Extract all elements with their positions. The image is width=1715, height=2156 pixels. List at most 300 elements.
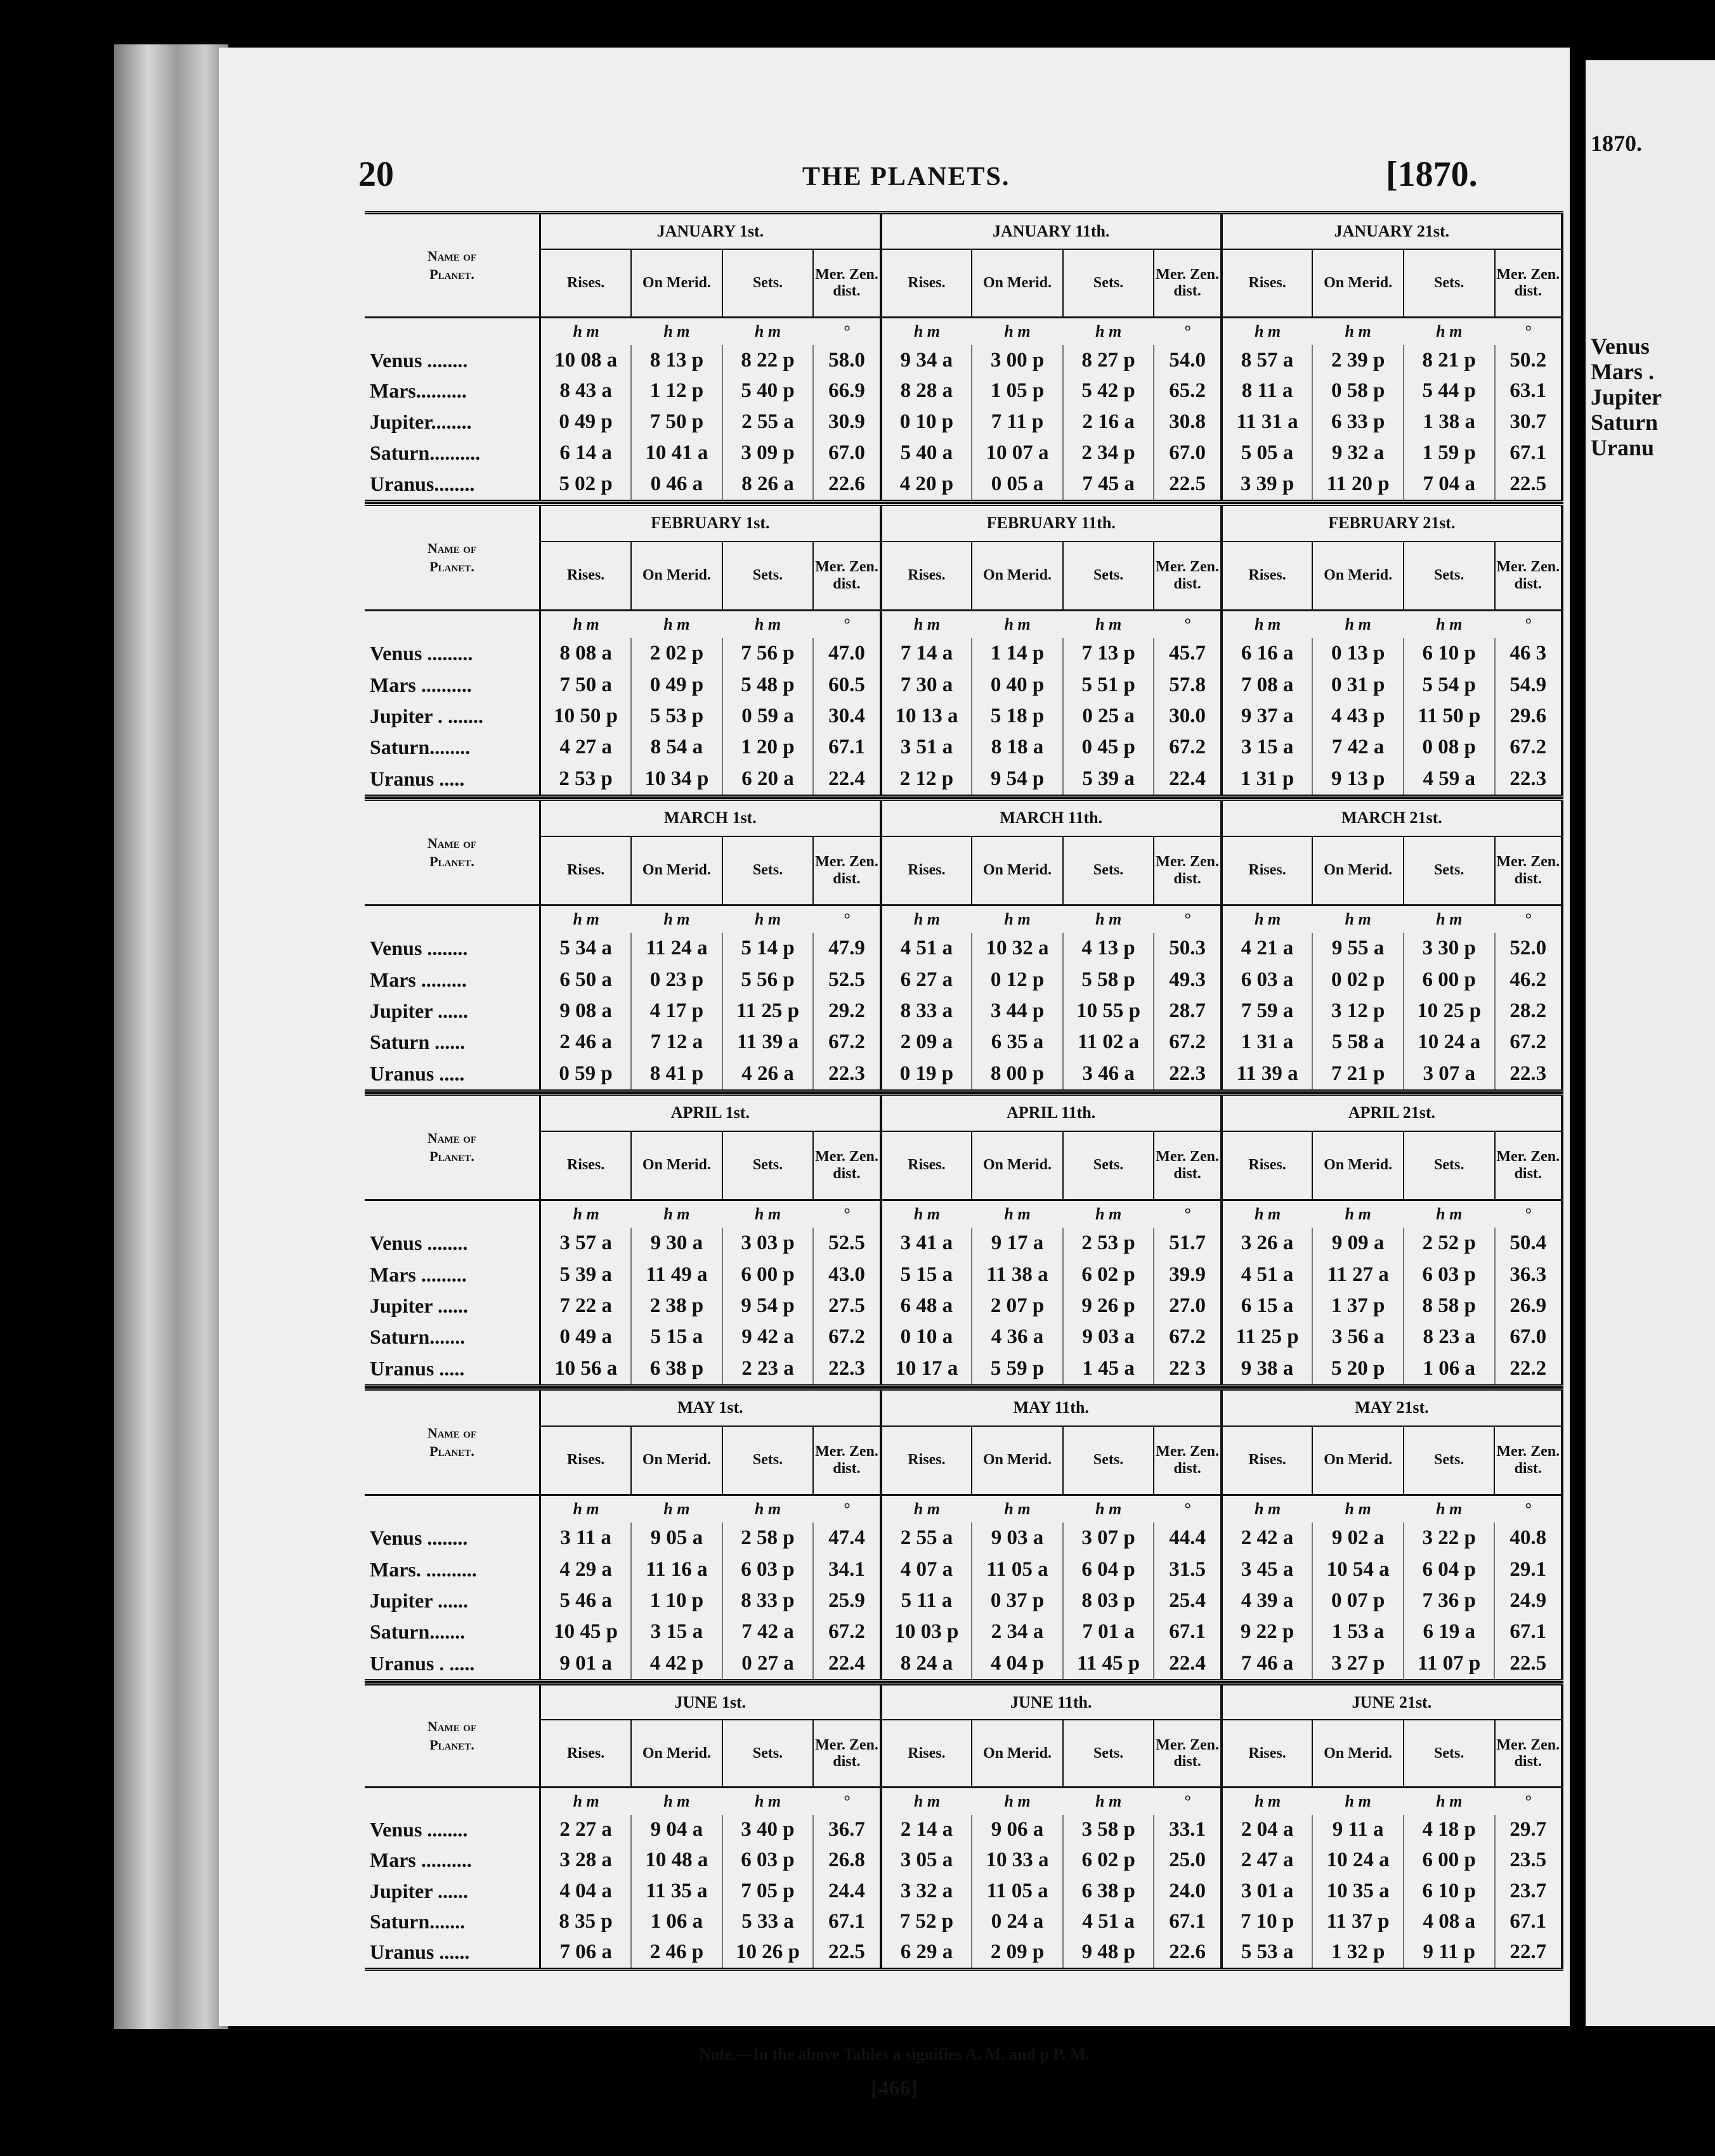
table-cell: 8 33 a — [881, 996, 972, 1027]
table-cell: 7 06 a — [540, 1937, 632, 1969]
table-cell: 6 10 p — [1404, 638, 1495, 669]
unit-label: h m — [1095, 1204, 1122, 1223]
unit-label: h m — [1345, 321, 1371, 341]
name-header-line: Planet. — [429, 1737, 474, 1753]
table-cell: 22.5 — [1495, 469, 1563, 502]
table-cell: 67.2 — [813, 1322, 880, 1353]
column-header: Sets. — [1404, 249, 1495, 317]
table-cell: 11 50 p — [1404, 701, 1495, 732]
table-cell: 3 12 p — [1312, 996, 1404, 1027]
unit-label: h m — [1345, 909, 1371, 928]
planet-name: Jupiter ...... — [365, 1876, 540, 1906]
table-row — [365, 669, 1562, 700]
column-header: Mer. Zen. dist. — [813, 1131, 880, 1200]
table-cell: 9 38 a — [1222, 1353, 1313, 1386]
table-cell: 4 20 p — [881, 469, 972, 502]
column-header: Rises. — [1222, 249, 1313, 317]
name-header-line: Name of — [427, 1129, 477, 1146]
column-header: Mer. Zen. dist. — [813, 249, 880, 317]
planet-name: Uranus ..... — [365, 763, 540, 796]
table-cell: 3 26 a — [1222, 1228, 1313, 1259]
unit-label: h m — [1436, 321, 1463, 341]
name-header-line: Planet. — [429, 266, 474, 283]
unit-label: ° — [813, 610, 880, 638]
table-cell: 0 49 p — [631, 669, 722, 700]
table-cell: 0 13 p — [1312, 638, 1404, 669]
table-cell: 5 59 p — [972, 1353, 1063, 1386]
column-header: On Merid. — [972, 1131, 1063, 1200]
table-cell: 4 39 a — [1222, 1585, 1313, 1616]
table-cell: 4 13 p — [1063, 933, 1154, 964]
table-cell: 0 12 p — [972, 964, 1063, 995]
column-header: Rises. — [881, 836, 972, 906]
table-cell: 7 50 p — [631, 406, 722, 438]
table-cell: 9 54 p — [972, 763, 1063, 796]
table-cell: 2 09 a — [881, 1027, 972, 1058]
planet-name: Saturn....... — [365, 1616, 540, 1647]
column-header: Mer. Zen. dist. — [1495, 1131, 1563, 1200]
unit-label: h m — [1254, 909, 1281, 928]
table-cell: 10 34 p — [631, 763, 722, 796]
table-cell: 3 41 a — [881, 1228, 972, 1259]
table-cell: 11 38 a — [972, 1259, 1063, 1290]
unit-label: h m — [573, 909, 599, 928]
table-row — [365, 1290, 1562, 1322]
column-header: Sets. — [1404, 836, 1495, 906]
table-cell: 22 3 — [1154, 1353, 1221, 1386]
table-cell: 1 20 p — [722, 732, 814, 763]
month-header: MAY 1st. — [540, 1389, 881, 1426]
unit-label: h m — [1095, 1499, 1122, 1518]
table-cell: 0 02 p — [1312, 964, 1404, 995]
column-header: Sets. — [722, 249, 814, 317]
unit-label: h m — [1254, 1791, 1281, 1810]
unit-label: ° — [813, 317, 880, 345]
table-cell: 67.0 — [1495, 1322, 1563, 1353]
month-header: JUNE 11th. — [881, 1684, 1222, 1720]
month-header: MAY 21st. — [1222, 1389, 1562, 1426]
unit-label: h m — [754, 1791, 781, 1810]
table-cell: 6 02 p — [1063, 1259, 1154, 1290]
column-header: On Merid. — [631, 1426, 722, 1495]
table-cell: 8 35 p — [540, 1906, 632, 1937]
unit-label: h m — [1436, 614, 1463, 633]
planet-name: Saturn........ — [365, 732, 540, 763]
table-cell: 9 22 p — [1222, 1616, 1313, 1647]
book-page — [219, 48, 1570, 2100]
table-cell: 24.4 — [813, 1876, 880, 1906]
table-cell: 8 43 a — [540, 376, 632, 407]
unit-label: h m — [1436, 909, 1463, 928]
unit-label: ° — [1495, 905, 1563, 933]
table-row — [365, 1027, 1562, 1058]
table-cell: 10 17 a — [881, 1353, 972, 1386]
table-cell: 6 20 a — [722, 763, 814, 796]
table-cell: 6 15 a — [1222, 1290, 1313, 1322]
planet-table — [365, 1093, 1563, 1387]
table-row — [365, 1322, 1562, 1353]
table-cell: 7 13 p — [1063, 638, 1154, 669]
column-header: On Merid. — [972, 836, 1063, 906]
table-cell: 6 38 p — [631, 1353, 722, 1386]
unit-label: h m — [663, 909, 690, 928]
table-cell: 47.0 — [813, 638, 880, 669]
table-cell: 1 06 a — [1404, 1353, 1495, 1386]
table-cell: 22.4 — [1154, 763, 1221, 796]
planet-table — [365, 1387, 1563, 1682]
table-cell: 4 51 a — [1063, 1906, 1154, 1937]
column-header: Rises. — [540, 1426, 632, 1495]
table-cell: 1 37 p — [1312, 1290, 1404, 1322]
table-cell: 3 51 a — [881, 732, 972, 763]
planet-name: Jupiter........ — [365, 406, 540, 438]
table-row — [365, 1259, 1562, 1290]
column-header: Rises. — [540, 1131, 632, 1200]
unit-label: h m — [573, 1791, 599, 1810]
column-header: Rises. — [1222, 836, 1313, 906]
table-cell: 3 46 a — [1063, 1058, 1154, 1091]
planet-name: Venus ........ — [365, 933, 540, 964]
planet-table — [365, 503, 1563, 798]
planet-name: Mars. .......... — [365, 1554, 540, 1585]
table-cell: 7 10 p — [1222, 1906, 1313, 1937]
table-cell: 24.9 — [1494, 1585, 1562, 1616]
planet-name: Venus ........ — [365, 1815, 540, 1845]
column-header: Sets. — [722, 1426, 814, 1495]
table-cell: 3 07 p — [1063, 1523, 1154, 1554]
planet-table — [365, 798, 1563, 1093]
table-cell: 11 07 p — [1404, 1647, 1495, 1680]
table-row — [365, 1616, 1562, 1647]
table-cell: 11 20 p — [1312, 469, 1404, 502]
table-cell: 5 34 a — [540, 933, 632, 964]
table-cell: 7 50 a — [540, 669, 632, 700]
table-cell: 2 14 a — [881, 1815, 972, 1845]
table-cell: 8 22 p — [722, 345, 814, 376]
column-header: On Merid. — [1312, 542, 1404, 611]
table-cell: 3 44 p — [972, 996, 1063, 1027]
table-cell: 9 55 a — [1312, 933, 1404, 964]
unit-label: h m — [913, 1791, 941, 1810]
column-header: Mer. Zen. dist. — [1494, 1426, 1562, 1495]
unit-label: h m — [913, 321, 941, 341]
table-cell: 9 54 p — [722, 1290, 814, 1322]
table-cell: 7 14 a — [881, 638, 972, 669]
table-cell: 22.3 — [813, 1058, 880, 1091]
table-cell: 54.0 — [1154, 345, 1221, 376]
table-cell: 2 23 a — [722, 1353, 814, 1386]
table-row — [365, 1554, 1562, 1585]
table-cell: 2 55 a — [722, 406, 814, 438]
planet-name: Jupiter . ....... — [365, 701, 540, 732]
unit-label: h m — [663, 1204, 690, 1223]
table-cell: 8 08 a — [540, 638, 632, 669]
table-cell: 9 32 a — [1312, 438, 1404, 469]
table-cell: 5 02 p — [540, 469, 632, 502]
table-cell: 4 51 a — [1222, 1259, 1313, 1290]
table-cell: 0 05 a — [972, 469, 1063, 502]
month-header: JANUARY 21st. — [1222, 213, 1562, 249]
table-cell: 3 30 p — [1404, 933, 1495, 964]
table-cell: 8 41 p — [631, 1058, 722, 1091]
table-cell: 7 46 a — [1222, 1647, 1313, 1680]
table-cell: 7 45 a — [1063, 469, 1154, 502]
table-row — [365, 1228, 1562, 1259]
table-cell: 10 54 a — [1312, 1554, 1404, 1585]
unit-label: h m — [1004, 1791, 1031, 1810]
table-cell: 10 24 a — [1404, 1027, 1495, 1058]
table-cell: 30.7 — [1495, 406, 1563, 438]
table-cell: 3 11 a — [540, 1523, 632, 1554]
table-cell: 26.8 — [813, 1845, 880, 1876]
table-cell: 1 10 p — [631, 1585, 722, 1616]
table-cell: 5 40 a — [881, 438, 972, 469]
table-cell: 67.1 — [1154, 1616, 1221, 1647]
table-cell: 8 33 p — [722, 1585, 814, 1616]
table-cell: 23.7 — [1495, 1876, 1562, 1906]
name-of-planet-header — [365, 1684, 540, 1788]
table-row — [365, 376, 1562, 407]
unit-label: ° — [813, 1200, 880, 1228]
table-cell: 22.7 — [1495, 1937, 1562, 1969]
table-cell: 0 25 a — [1063, 701, 1154, 732]
table-cell: 10 55 p — [1063, 996, 1154, 1027]
table-cell: 3 45 a — [1222, 1554, 1313, 1585]
name-of-planet-header — [365, 1389, 540, 1495]
table-cell: 11 25 p — [1222, 1322, 1313, 1353]
table-cell: 11 05 a — [972, 1876, 1063, 1906]
table-cell: 0 23 p — [631, 964, 722, 995]
column-header: On Merid. — [631, 249, 722, 317]
table-cell: 2 02 p — [631, 638, 722, 669]
page-title: THE PLANETS. — [802, 162, 1010, 192]
table-cell: 3 01 a — [1222, 1876, 1313, 1906]
table-cell: 6 00 p — [722, 1259, 814, 1290]
table-cell: 6 50 a — [540, 964, 632, 995]
table-cell: 2 09 p — [972, 1937, 1063, 1969]
name-header-line: Planet. — [429, 559, 474, 575]
table-row — [365, 1845, 1562, 1876]
table-cell: 6 03 p — [722, 1845, 814, 1876]
planet-name: Mars.......... — [365, 376, 540, 407]
planet-name: Saturn....... — [365, 1322, 540, 1353]
table-cell: 8 57 a — [1222, 345, 1313, 376]
table-cell: 8 13 p — [631, 345, 722, 376]
planet-name: Venus ........ — [365, 345, 540, 376]
unit-label: h m — [1345, 1499, 1371, 1518]
unit-label: h m — [1254, 1204, 1281, 1223]
table-cell: 2 53 p — [1063, 1228, 1154, 1259]
unit-label: ° — [1154, 905, 1221, 933]
unit-label: ° — [1495, 610, 1562, 638]
unit-label: h m — [754, 1499, 781, 1518]
table-cell: 25.0 — [1154, 1845, 1221, 1876]
table-cell: 5 05 a — [1222, 438, 1313, 469]
page-year: [1870. — [1386, 155, 1478, 194]
column-header: Sets. — [1404, 542, 1495, 611]
table-cell: 9 05 a — [631, 1523, 722, 1554]
table-row — [365, 469, 1562, 502]
table-cell: 3 03 p — [722, 1228, 814, 1259]
table-cell: 45.7 — [1154, 638, 1221, 669]
column-header: Rises. — [540, 1720, 632, 1787]
column-header: Mer. Zen. dist. — [813, 836, 880, 906]
table-cell: 1 59 p — [1404, 438, 1495, 469]
table-cell: 4 18 p — [1404, 1815, 1495, 1845]
table-cell: 0 08 p — [1404, 732, 1495, 763]
facing-page-fragment: Jupiter — [1591, 384, 1662, 410]
unit-label: h m — [754, 614, 781, 633]
table-row — [365, 701, 1562, 732]
unit-label: ° — [813, 1787, 880, 1814]
table-cell: 11 02 a — [1063, 1027, 1154, 1058]
unit-label: ° — [1154, 1200, 1221, 1228]
table-cell: 5 53 p — [631, 701, 722, 732]
table-cell: 4 07 a — [881, 1554, 972, 1585]
table-cell: 0 59 p — [540, 1058, 632, 1091]
table-cell: 1 06 a — [631, 1906, 722, 1937]
table-cell: 9 02 a — [1312, 1523, 1404, 1554]
unit-label: h m — [1345, 614, 1371, 633]
table-cell: 4 27 a — [540, 732, 632, 763]
page-header — [219, 103, 1570, 194]
planet-name: Mars ......... — [365, 1259, 540, 1290]
table-cell: 30.9 — [813, 406, 880, 438]
table-cell: 5 39 a — [1063, 763, 1154, 796]
table-cell: 49.3 — [1154, 964, 1221, 995]
table-cell: 4 04 p — [972, 1647, 1063, 1680]
table-cell: 10 08 a — [540, 345, 632, 376]
table-cell: 9 37 a — [1222, 701, 1313, 732]
table-cell: 29.7 — [1495, 1815, 1562, 1845]
table-cell: 10 03 p — [881, 1616, 972, 1647]
column-header: Sets. — [1404, 1720, 1495, 1787]
table-cell: 8 54 a — [631, 732, 722, 763]
table-cell: 67.2 — [813, 1027, 880, 1058]
column-header: Rises. — [540, 836, 632, 906]
table-cell: 30.8 — [1154, 406, 1221, 438]
table-cell: 7 30 a — [881, 669, 972, 700]
table-cell: 6 03 p — [1404, 1259, 1495, 1290]
unit-label: h m — [1254, 321, 1281, 341]
table-cell: 47.9 — [813, 933, 880, 964]
table-cell: 0 40 p — [972, 669, 1063, 700]
table-row — [365, 438, 1562, 469]
table-cell: 54.9 — [1495, 669, 1562, 700]
table-cell: 63.1 — [1495, 376, 1563, 407]
table-cell: 67.2 — [1495, 732, 1562, 763]
table-cell: 5 54 p — [1404, 669, 1495, 700]
column-header: On Merid. — [1312, 249, 1404, 317]
name-header-line: Planet. — [429, 854, 474, 870]
column-header: Sets. — [722, 836, 814, 906]
table-row — [365, 1353, 1562, 1386]
table-cell: 3 56 a — [1312, 1322, 1404, 1353]
table-cell: 10 24 a — [1312, 1845, 1404, 1876]
column-header: On Merid. — [1312, 836, 1404, 906]
column-header: Sets. — [722, 542, 814, 611]
table-cell: 4 21 a — [1222, 933, 1313, 964]
table-cell: 6 38 p — [1063, 1876, 1154, 1906]
table-cell: 22.5 — [813, 1937, 880, 1969]
table-cell: 10 32 a — [972, 933, 1063, 964]
table-cell: 3 09 p — [722, 438, 814, 469]
table-cell: 0 24 a — [972, 1906, 1063, 1937]
table-cell: 0 10 p — [881, 406, 972, 438]
table-cell: 5 58 p — [1063, 964, 1154, 995]
planet-name: Venus ........ — [365, 1228, 540, 1259]
table-cell: 3 15 a — [1222, 732, 1313, 763]
month-header: JANUARY 1st. — [540, 213, 881, 249]
month-header: FEBRUARY 21st. — [1222, 505, 1562, 542]
table-cell: 9 13 p — [1312, 763, 1404, 796]
table-cell: 7 36 p — [1404, 1585, 1495, 1616]
table-cell: 2 47 a — [1222, 1845, 1313, 1876]
unit-label: h m — [1004, 909, 1031, 928]
table-cell: 23.5 — [1495, 1845, 1562, 1876]
facing-page-fragment: Uranu — [1591, 435, 1655, 460]
column-header: Rises. — [881, 1131, 972, 1200]
month-header: MARCH 11th. — [881, 800, 1222, 836]
table-cell: 6 03 a — [1222, 964, 1313, 995]
table-cell: 10 41 a — [631, 438, 722, 469]
table-cell: 67.1 — [1495, 1906, 1562, 1937]
unit-label: h m — [573, 1499, 599, 1518]
planet-name: Saturn ...... — [365, 1027, 540, 1058]
column-header: Mer. Zen. dist. — [1154, 249, 1221, 317]
facing-page-fragment: Venus — [1591, 334, 1650, 359]
table-cell: 1 31 a — [1222, 1027, 1313, 1058]
table-cell: 43.0 — [813, 1259, 880, 1290]
table-cell: 3 00 p — [972, 345, 1063, 376]
table-cell: 0 07 p — [1312, 1585, 1404, 1616]
table-cell: 6 04 p — [1404, 1554, 1495, 1585]
table-cell: 11 25 p — [722, 996, 814, 1027]
name-header-line: Name of — [427, 540, 477, 556]
column-header: Rises. — [540, 542, 632, 611]
unit-label: h m — [573, 1204, 599, 1223]
column-header: Mer. Zen. dist. — [1495, 836, 1563, 906]
table-cell: 36.7 — [813, 1815, 880, 1845]
table-cell: 3 58 p — [1063, 1815, 1154, 1845]
planet-name: Uranus........ — [365, 469, 540, 502]
column-header: On Merid. — [631, 1720, 722, 1787]
table-cell: 9 03 a — [972, 1523, 1063, 1554]
table-note: Note.—In the above Tables a signifies A. M. and p P. M. — [699, 2045, 1090, 2063]
unit-label: h m — [1095, 614, 1122, 633]
table-cell: 10 56 a — [540, 1353, 632, 1386]
table-cell: 4 08 a — [1404, 1906, 1495, 1937]
table-cell: 2 46 p — [631, 1937, 722, 1969]
table-cell: 8 03 p — [1063, 1585, 1154, 1616]
unit-label: h m — [1004, 321, 1031, 341]
planet-name: Uranus ..... — [365, 1058, 540, 1091]
table-cell: 6 03 p — [722, 1554, 814, 1585]
table-cell: 10 35 a — [1312, 1876, 1404, 1906]
column-header: On Merid. — [631, 542, 722, 611]
table-cell: 40.8 — [1494, 1523, 1562, 1554]
month-header: APRIL 21st. — [1222, 1094, 1562, 1131]
table-cell: 5 51 p — [1063, 669, 1154, 700]
table-cell: 9 11 a — [1312, 1815, 1404, 1845]
table-row — [365, 1647, 1562, 1680]
table-row — [365, 1876, 1562, 1906]
table-cell: 5 44 p — [1404, 376, 1495, 407]
planet-name: Uranus ..... — [365, 1353, 540, 1386]
name-of-planet-header — [365, 505, 540, 611]
table-cell: 31.5 — [1154, 1554, 1221, 1585]
month-header: MARCH 1st. — [540, 800, 881, 836]
